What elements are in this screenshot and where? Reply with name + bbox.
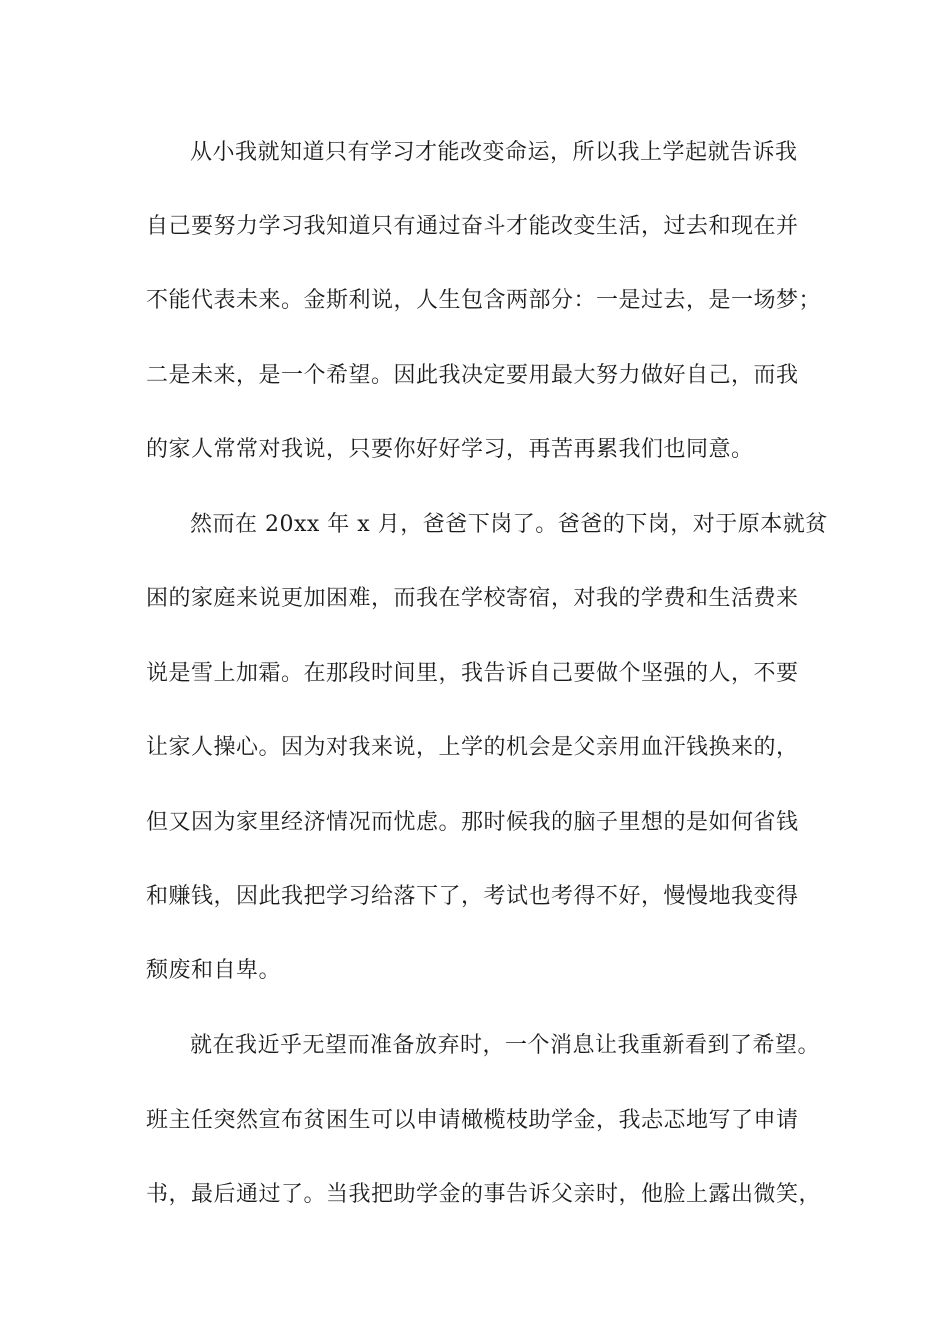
- paragraph-2-line-4: 让家人操心。因为对我来说，上学的机会是父亲用血汗钱换来的，: [146, 735, 799, 760]
- paragraph-2-line-2: 困的家庭来说更加困难，而我在学校寄宿，对我的学费和生活费来: [146, 586, 799, 611]
- paragraph-1-line-1: 从小我就知道只有学习才能改变命运，所以我上学起就告诉我: [190, 140, 798, 165]
- paragraph-1-line-4: 二是未来，是一个希望。因此我决定要用最大努力做好自己，而我: [146, 363, 799, 388]
- paragraph-3-line-3: 书，最后通过了。当我把助学金的事告诉父亲时，他脸上露出微笑，: [146, 1182, 822, 1207]
- paragraph-1-line-2: 自己要努力学习我知道只有通过奋斗才能改变生活，过去和现在并: [146, 214, 799, 239]
- paragraph-2-line-7: 颓废和自卑。: [146, 958, 282, 983]
- paragraph-3-line-1: 就在我近乎无望而准备放弃时，一个消息让我重新看到了希望。: [190, 1033, 821, 1058]
- paragraph-2-line-1: 然而在 20xx 年 x 月，爸爸下岗了。爸爸的下岗，对于原本就贫: [190, 512, 828, 537]
- paragraph-2-line-5: 但又因为家里经济情况而忧虑。那时候我的脑子里想的是如何省钱: [146, 810, 799, 835]
- paragraph-1-line-5: 的家人常常对我说，只要你好好学习，再苦再累我们也同意。: [146, 437, 754, 462]
- paragraph-2-line-6: 和赚钱，因此我把学习给落下了，考试也考得不好，慢慢地我变得: [146, 884, 799, 909]
- paragraph-2-line-3: 说是雪上加霜。在那段时间里，我告诉自己要做个坚强的人，不要: [146, 661, 799, 686]
- paragraph-3-line-2: 班主任突然宣布贫困生可以申请橄榄枝助学金，我忐忑地写了申请: [146, 1108, 799, 1133]
- paragraph-1-line-3: 不能代表未来。金斯利说，人生包含两部分：一是过去，是一场梦；: [146, 288, 822, 313]
